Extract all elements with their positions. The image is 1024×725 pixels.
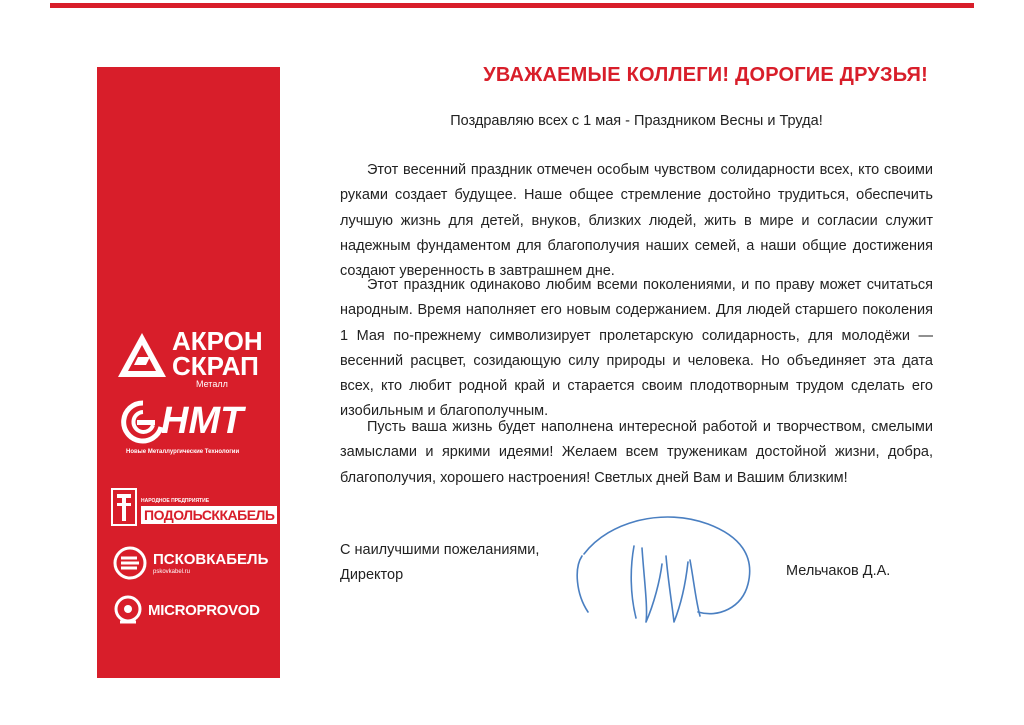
closing-wishes: С наилучшими пожеланиями, <box>340 542 540 558</box>
akron-subtitle: Металл <box>196 379 228 389</box>
handwritten-signature <box>570 508 760 633</box>
nmt-spiral-icon <box>121 399 165 445</box>
signer-position: Директор <box>340 567 404 583</box>
pskovkabel-logo <box>113 546 278 586</box>
page-title: УВАЖАЕМЫЕ КОЛЛЕГИ! ДОРОГИЕ ДРУЗЬЯ! <box>483 64 928 86</box>
akron-wordmark: АКРОН СКРАП <box>172 326 263 381</box>
closing-block <box>340 538 539 588</box>
podolsk-subtitle: НАРОДНОЕ ПРЕДПРИЯТИЕ <box>141 498 210 504</box>
microprovod-logo <box>113 595 278 629</box>
pskov-circle-icon <box>113 546 147 580</box>
brand-sidebar <box>97 67 280 678</box>
letter-paragraph: Этот весенний праздник отмечен особым чувством солидарности всех, кто своими руками создает будущее. Наше общее стремление достойно трудиться, обеспечить лучшую жизнь для детей, внуков, близких людей, жить в мире и согласии служит надежным фундаментом для благополучия наших семей, а наши общие достижения создают уверенность в завтрашнем дне. <box>340 162 933 280</box>
letter-paragraph: Этот праздник одинаково любим всеми поколениями, и по праву может считаться народным. Время наполняет его новым содержанием. Для людей старшего поколения 1 Мая по-прежнему символизирует пролетарскую солидарность, для молодёжи — весенний расцвет, созидающую силу природы и человека. Но объединяет эта дата всех, кто любит родной край и старается своим плодотворным трудом сделать его изобильным и благополучным. <box>340 277 933 420</box>
microprovod-reel-icon <box>113 595 143 625</box>
top-rule <box>50 3 974 8</box>
podolsk-emblem-icon <box>111 487 137 527</box>
letter-paragraph: Пусть ваша жизнь будет наполнена интересной работой и творчеством, смелыми замыслами и яркими идеями! Желаем всем труженикам достойной жизни, добра, благополучия, хорошего настроения! Светлых дней Вам и Вашим близким! <box>340 419 933 486</box>
nmt-logo <box>121 399 271 461</box>
nmt-subtitle: Новые Металлургические Технологии <box>126 449 240 455</box>
pskov-website: pskovkabel.ru <box>153 569 191 575</box>
akron-triangle-icon <box>116 331 168 379</box>
microprovod-wordmark: MICROPROVOD <box>148 602 260 619</box>
podolsk-wordmark: ПОДОЛЬСККАБЕЛЬ <box>141 506 277 524</box>
greeting-line: Поздравляю всех с 1 мая - Праздником Весны и Труда! <box>450 113 823 129</box>
pskov-wordmark: ПСКОВКАБЕЛЬ <box>153 551 269 568</box>
signer-name: Мельчаков Д.А. <box>786 563 891 579</box>
akron-scrap-logo <box>116 326 276 389</box>
podolskkabel-logo <box>111 487 275 529</box>
nmt-wordmark: НМТ <box>161 400 244 442</box>
